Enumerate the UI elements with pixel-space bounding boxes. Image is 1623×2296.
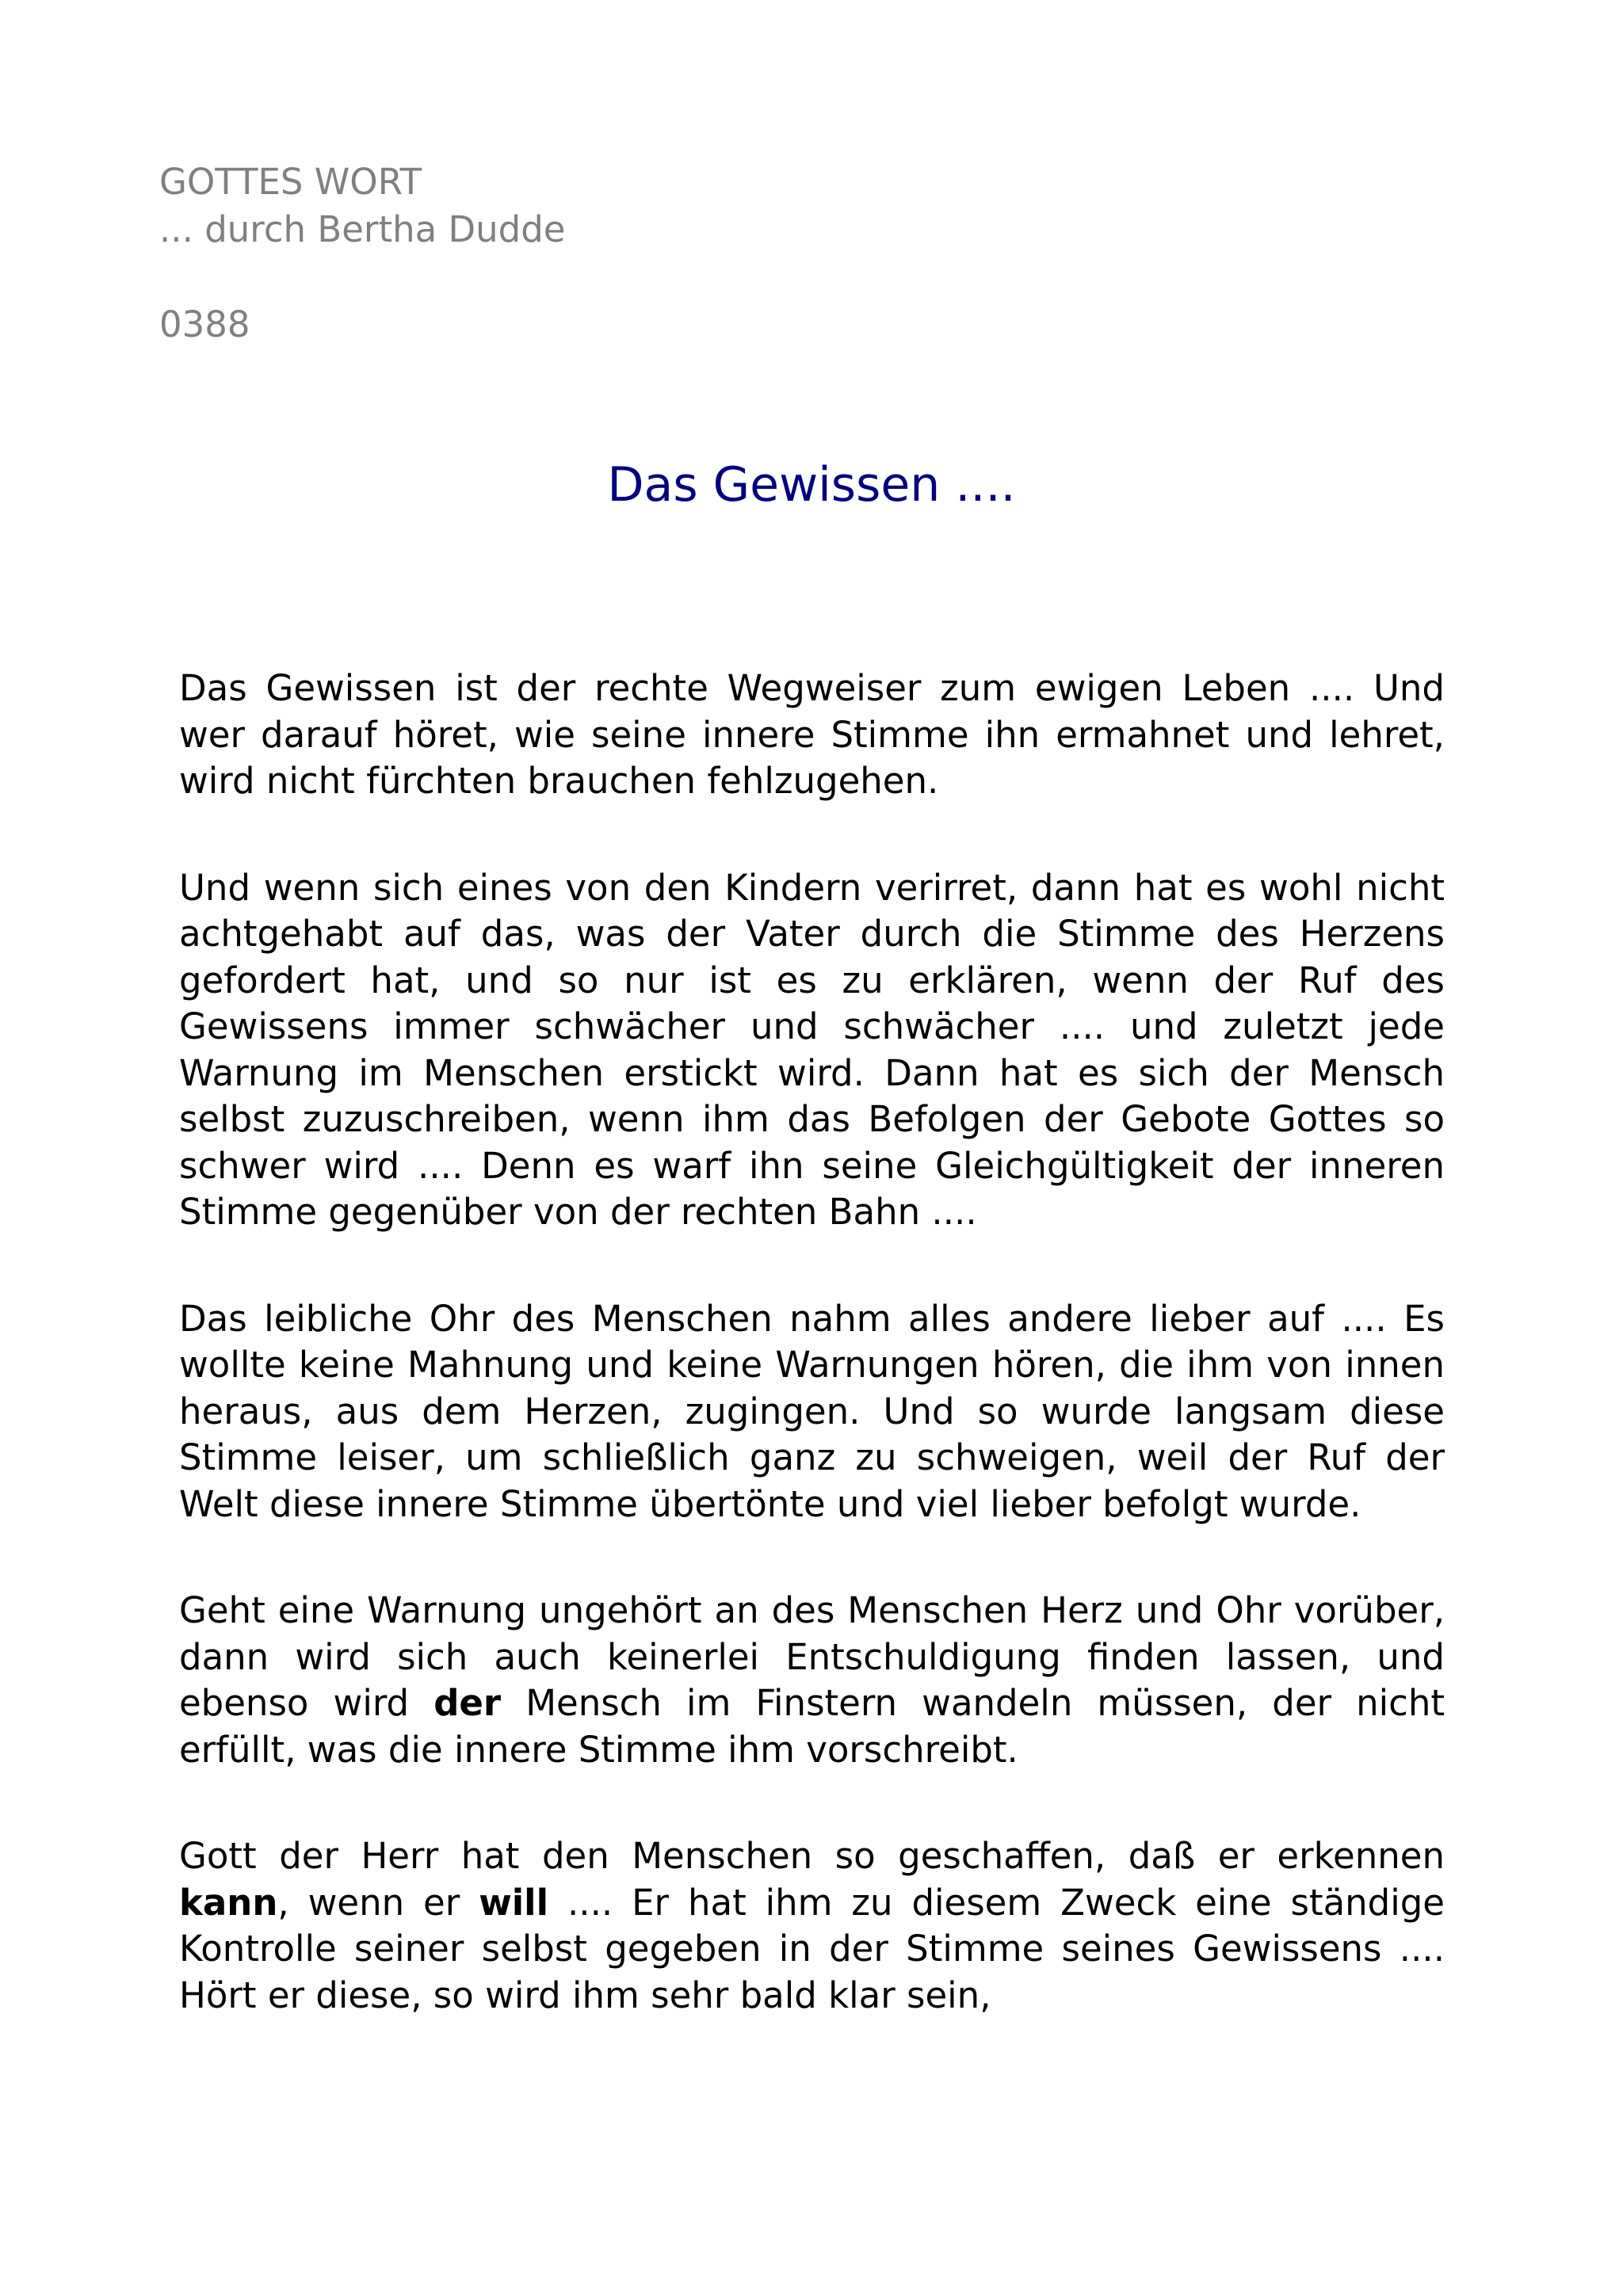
header-author: ... durch Bertha Dudde: [159, 208, 566, 250]
paragraph-3: Das leibliche Ohr des Menschen nahm alles andere lieber auf .... Es wollte keine Mahnung und keine Warnungen hören, die ihm von innen heraus, aus dem Herzen, zugingen. Und so wurde langsam diese Stimme leiser, um schließlich ganz zu schweigen, weil der Ruf der Welt diese innere Stimme übertönte und viel lieber befolgt wurde.: [179, 1297, 1445, 1525]
document-header: [159, 158, 565, 349]
paragraph-4-text-c: Mensch im Finstern wandeln müssen, der nicht erfüllt, was die innere Stimme ihm vorschreibt.: [179, 1682, 1445, 1771]
paragraph-5-text-e: .... Er hat ihm zu diesem Zweck eine ständige Kontrolle seiner selbst gegeben in der Stimme seines Gewissens .... Hört er diese, so wird ihm sehr bald klar sein,: [179, 1881, 1445, 2016]
paragraph-5: [179, 1833, 1445, 2019]
paragraph-1: Das Gewissen ist der rechte Wegweiser zum ewigen Leben .... Und wer darauf höret, wie seine innere Stimme ihn ermahnet und lehret, wird nicht fürchten brauchen fehlzugehen.: [179, 667, 1445, 802]
document-number: 0388: [159, 303, 250, 345]
paragraph-4-text-a: Geht eine Warnung ungehört an des Menschen Herz und Ohr vorüber, dann wird sich auch keinerlei Entschuldigung finden lassen, und ebenso wird: [179, 1589, 1445, 1724]
paragraph-4: [179, 1588, 1445, 1773]
paragraph-5-text-c: , wenn er: [277, 1881, 479, 1924]
page-title: Das Gewissen ....: [607, 457, 1016, 513]
paragraph-5-emphasis-will: will: [479, 1881, 549, 1924]
paragraph-4-emphasis: der: [433, 1682, 502, 1724]
paragraph-5-emphasis-kann: kann: [179, 1881, 278, 1924]
header-title: GOTTES WORT: [159, 161, 422, 203]
paragraph-5-text-a: Gott der Herr hat den Menschen so geschaffen, daß er erkennen: [179, 1835, 1445, 1877]
paragraph-2: Und wenn sich eines von den Kindern verirret, dann hat es wohl nicht achtgehabt auf das, was der Vater durch die Stimme des Herzens gefordert hat, und so nur ist es zu erklären, wenn der Ruf des Gewissens immer schwächer und schwächer .... und zuletzt jede Warnung im Menschen erstickt wird. Dann hat es sich der Mensch selbst zuzuschreiben, wenn ihm das Befolgen der Gebote Gottes so schwer wird .... Denn es warf ihn seine Gleichgültigkeit der inneren Stimme gegenüber von der rechten Bahn ....: [179, 866, 1445, 1233]
document-body: [179, 666, 1445, 2079]
